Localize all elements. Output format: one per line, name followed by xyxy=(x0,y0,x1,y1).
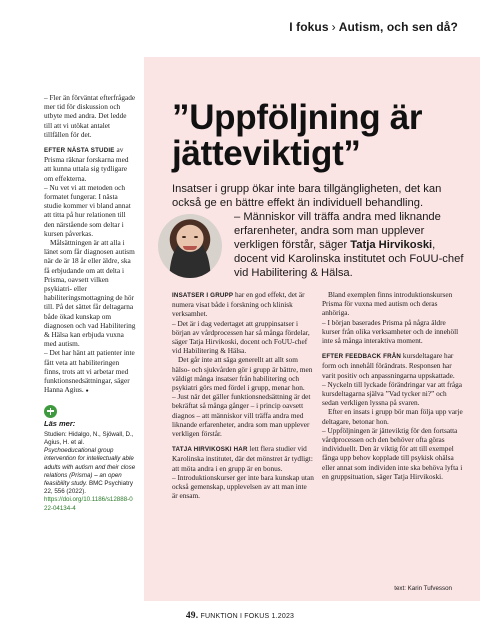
section-lead: EFTER FEEDBACK FRÅN xyxy=(322,353,402,361)
byline: text: Karin Tufvesson xyxy=(394,585,452,592)
section-lead: TATJA HIRVIKOSKI HAR xyxy=(172,446,248,454)
paragraph: – Det är i dag vedertaget att gruppinsatser i början av vårdprocessen har så många fördelar, säger Tatja Hirvikoski, docent och FoUU-chef vid Habilitering & Hälsa. xyxy=(172,318,310,356)
reference-title: Psychoeducational group intervention for intellectually able adults with autism and their close relations (Prisma) – an open feasibility study. xyxy=(44,447,136,487)
plus-circle-icon xyxy=(44,405,57,418)
paragraph: – Just när det gäller funktionsnedsättning är det bekräftat så många gånger – i princip oavsett diagnos – att människor vill träffa andra med liknande erfarenheter, andra som man upplever verkligen förstår. xyxy=(172,392,311,439)
section-label: I fokus xyxy=(289,20,329,34)
paragraph: Bland exemplen finns introduktionskursen Prisma för vuxna med autism och deras anhöriga. xyxy=(322,290,453,318)
paragraph: – Nyckeln till lyckade förändringar var att fråga kursdeltagarna själva ”Vad tycker ni?” och sedan verkligen lyssna på svaren. xyxy=(322,379,462,408)
paragraph-text: av Prisma räknar forskarna med att kunna uttala sig tydligare om effekterna. xyxy=(44,145,129,183)
paragraph: – Fler än förväntat efterfrågade mer tid för diskussion och utbyte med andra. Det ledde till att vi utökat antalet tillfällen för det. xyxy=(44,93,136,139)
reference-authors: Studien: Hidalgo, N., Sjöwall, D., Agius, H. et al. xyxy=(44,430,134,446)
portrait-eye xyxy=(194,236,198,238)
paragraph: – Introduktionskurser ger inte bara kunskap utan också gemenskap, upplevelsen av att man inte är ensam. xyxy=(172,472,314,501)
paragraph-text: – Det har hänt att patienter inte fått veta att habiliteringen finns, trots att vi arbetar med funktionsnedsättningar, säger Hanna Agius. xyxy=(44,348,135,395)
paragraph: Målsättningen är att alla i länet som får diagnosen autism när de är 18 år eller äldre, ska få erbjudande om att delta i Prisma, oavsett vilken psykiatri- eller habiliteringsmottagning de hör till. På det sättet får deltagarna både ökad kunskap om diagnosen och vad Habilitering & Hälsa kan erbjuda vuxna med autism. xyxy=(44,238,136,349)
topic-label: Autism, och sen då? xyxy=(338,20,458,34)
paragraph: Det går inte att säga generellt att allt som hälso- och sjukvården gör i grupp är bättre, men väldigt många insatser från habilitering och psykiatri görs med fördel i grupp, menar hon. xyxy=(172,355,313,393)
left-column xyxy=(44,93,136,513)
ingress-text: Insatser i grupp ökar inte bara tillgängligheten, det kan också ge en bättre effekt än individuell behandling. xyxy=(172,183,442,209)
quote-tail: , docent vid Karolinska institutet och FoUU-chef vid Habilitering & Hälsa. xyxy=(234,239,464,279)
body-column-1 xyxy=(172,290,314,500)
page-footer xyxy=(0,611,480,621)
read-more-label: Läs mer: xyxy=(44,418,76,428)
doi-link[interactable]: https://doi.org/10.1186/s12888-022-04134-4 xyxy=(44,496,133,512)
paragraph-text: kursdeltagare har form och innehåll förändrats. Responsen har varit positiv och anpassningarna uppskattade. xyxy=(322,351,455,380)
body-column-2 xyxy=(322,290,464,481)
portrait-photo xyxy=(158,214,222,278)
publication-name: FUNKTION I FOKUS 1.2023 xyxy=(200,613,295,620)
reference-journal: BMC Psychiatry 22, 556 (2022). xyxy=(44,479,133,496)
section-lead: INSATSER I GRUPP xyxy=(172,292,234,299)
reference xyxy=(44,431,136,513)
paragraph: – I början baserades Prisma på några äldre kurser från olika verksamheter och de innehöll inte så många interaktiva moment. xyxy=(322,317,459,346)
paragraph xyxy=(172,444,314,473)
paragraph: – Nu vet vi att metoden och formatet fungerar. I nästa studie kommer vi bland annat att titta på hur relationen till den närstående som deltar i kursen påverkas. xyxy=(44,182,131,238)
quote-text: – Människor vill träffa andra med liknande erfarenheter, andra som man upplever verkligen förstår, säger xyxy=(234,211,441,251)
paragraph: Efter en insats i grupp bör man följa upp varje deltagare, betonar hon. xyxy=(322,407,463,426)
paragraph xyxy=(44,348,136,396)
paragraph xyxy=(172,290,314,319)
paragraph xyxy=(44,145,136,183)
paragraph-text: lett flera studier vid Karolinska institutet, där det mönstret är tydligt: att möta andra i en grupp är en bonus. xyxy=(172,444,313,473)
chevron-right-icon: › xyxy=(331,20,336,34)
section-breadcrumb xyxy=(289,20,458,34)
portrait-eye xyxy=(182,236,186,238)
paragraph: – Uppföljningen är jätteviktig för den fortsatta vårdprocessen och den behöver ofta göras individuellt. Den är viktig för att till exempel fånga upp behov kopplade till psykisk ohälsa eller annat som individen inte ska behöva lyfta i en gruppsituation, säger Tatja Hirvikoski. xyxy=(322,425,463,481)
page-number: 49. xyxy=(185,611,199,621)
quote-name: Tatja Hirvikoski xyxy=(350,239,433,251)
portrait-mouth xyxy=(183,246,197,250)
paragraph xyxy=(322,351,464,380)
headline: ”Uppföljning är jätteviktigt” xyxy=(172,98,423,173)
section-lead: EFTER NÄSTA STUDIE xyxy=(44,147,115,155)
end-mark: ● xyxy=(85,389,89,395)
paragraph-text: har en god effekt, det är numera visat både i forskning och klinisk verksamhet. xyxy=(172,290,305,319)
